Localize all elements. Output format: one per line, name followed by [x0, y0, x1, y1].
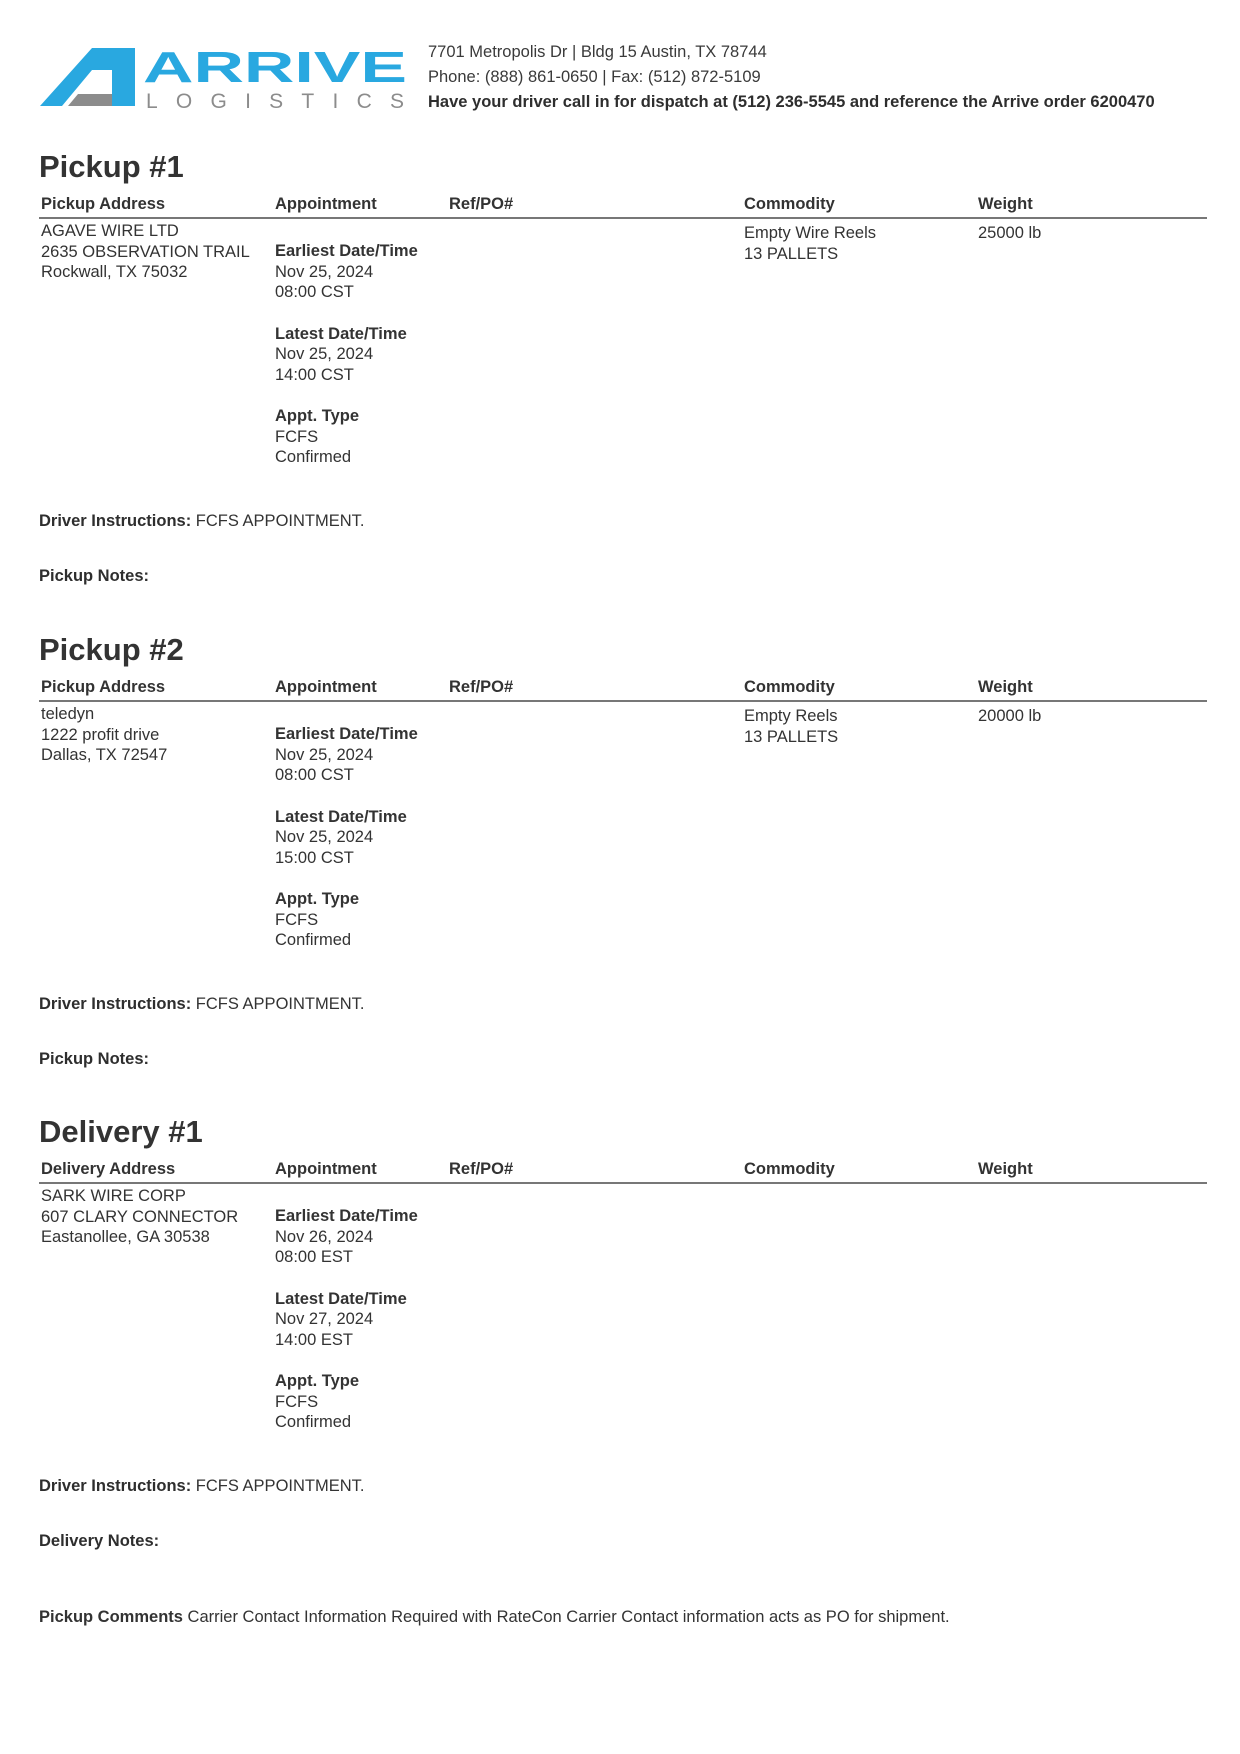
delivery-1-notes — [39, 1532, 159, 1551]
pickup-2-section — [39, 628, 1207, 1068]
pickup-1-appointment — [275, 241, 418, 489]
delivery-1-address — [41, 1186, 238, 1248]
latest-time: 14:00 CST — [275, 365, 354, 384]
pickup-1-section — [39, 145, 1207, 585]
earliest-label: Earliest Date/Time — [275, 1207, 418, 1225]
header-pickup-address: Pickup Address — [41, 195, 166, 213]
earliest-date: Nov 25, 2024 — [275, 262, 374, 281]
appt-type-label: Appt. Type — [275, 890, 360, 908]
pickup-1-details — [39, 219, 1207, 469]
company-address: 7701 Metropolis Dr | Bldg 15 Austin, TX 78744 — [428, 43, 767, 61]
arrive-logistics-logo — [40, 46, 410, 112]
latest-label: Latest Date/Time — [275, 324, 407, 343]
logo-sub: LOGISTICS — [146, 90, 404, 112]
header-appointment: Appointment — [275, 1160, 377, 1178]
earliest-time: 08:00 CST — [275, 766, 354, 784]
company-phone: Phone: (888) 861-0650 | Fax: (512) 872-5109 — [428, 68, 761, 86]
delivery-1-driver-instructions — [39, 1477, 364, 1496]
instructions-text: FCFS APPOINTMENT. — [195, 512, 365, 530]
pickup-1-title: Pickup #1 — [39, 149, 184, 184]
address-name: AGAVE WIRE LTD — [41, 222, 179, 240]
appt-type-value: FCFS — [275, 427, 319, 446]
pickup-1-notes — [39, 567, 149, 586]
header-commodity: Commodity — [744, 678, 835, 696]
header-ref-po: Ref/PO# — [449, 678, 514, 696]
instructions-label: Driver Instructions: — [39, 512, 192, 530]
delivery-1-title: Delivery #1 — [39, 1114, 203, 1149]
pickup-1-address — [41, 221, 250, 283]
address-city: Dallas, TX 72547 — [41, 746, 168, 764]
pickup-2-driver-instructions — [39, 995, 364, 1014]
address-name: teledyn — [41, 705, 95, 723]
header-delivery-address: Delivery Address — [41, 1160, 176, 1178]
pickup-2-header-row — [39, 676, 1207, 702]
appt-status: Confirmed — [275, 448, 352, 466]
header-ref-po: Ref/PO# — [449, 1160, 514, 1178]
notes-label: Delivery Notes: — [39, 1532, 160, 1550]
address-street: 1222 profit drive — [41, 725, 160, 744]
appt-type-label: Appt. Type — [275, 1372, 360, 1390]
address-name: SARK WIRE CORP — [41, 1187, 186, 1205]
pickup-1-header-row — [39, 193, 1207, 219]
earliest-time: 08:00 CST — [275, 283, 354, 301]
address-city: Eastanollee, GA 30538 — [41, 1228, 210, 1246]
header-commodity: Commodity — [744, 195, 835, 213]
header-appointment: Appointment — [275, 678, 377, 696]
header-commodity: Commodity — [744, 1160, 835, 1178]
latest-date: Nov 25, 2024 — [275, 345, 374, 363]
delivery-1-header-row — [39, 1158, 1207, 1184]
commodity-qty: 13 PALLETS — [744, 727, 839, 746]
commodity-name: Empty Reels — [744, 707, 838, 725]
header-pickup-address: Pickup Address — [41, 678, 166, 696]
appt-status: Confirmed — [275, 931, 352, 949]
address-city: Rockwall, TX 75032 — [41, 263, 188, 281]
pickup-2-title: Pickup #2 — [39, 632, 184, 667]
appt-type-value: FCFS — [275, 910, 319, 929]
pickup-comments — [39, 1608, 950, 1627]
delivery-1-section — [39, 1110, 1207, 1550]
latest-label: Latest Date/Time — [275, 807, 407, 826]
latest-label: Latest Date/Time — [275, 1289, 407, 1308]
pickup-2-notes — [39, 1050, 149, 1069]
commodity-qty: 13 PALLETS — [744, 244, 839, 263]
earliest-date: Nov 25, 2024 — [275, 745, 374, 764]
earliest-date: Nov 26, 2024 — [275, 1227, 374, 1246]
commodity-name: Empty Wire Reels — [744, 224, 877, 242]
pickup-2-commodity — [744, 706, 838, 747]
latest-date: Nov 27, 2024 — [275, 1310, 374, 1328]
instructions-label: Driver Instructions: — [39, 1477, 192, 1495]
pickup-comments-label: Pickup Comments — [39, 1608, 183, 1626]
header-appointment: Appointment — [275, 195, 377, 213]
pickup-2-details — [39, 702, 1207, 952]
delivery-1-details — [39, 1184, 1207, 1434]
logo-word: ARRIVE — [143, 46, 407, 92]
notes-label: Pickup Notes: — [39, 567, 150, 585]
notes-label: Pickup Notes: — [39, 1050, 150, 1068]
pickup-2-address — [41, 704, 167, 766]
latest-time: 14:00 EST — [275, 1330, 353, 1349]
pickup-2-appointment — [275, 724, 418, 972]
pickup-1-weight: 25000 lb — [978, 224, 1042, 242]
appt-status: Confirmed — [275, 1413, 352, 1431]
header-weight: Weight — [978, 678, 1033, 696]
company-info — [428, 40, 1155, 115]
pickup-1-driver-instructions — [39, 512, 364, 531]
pickup-2-weight: 20000 lb — [978, 707, 1042, 725]
header-weight: Weight — [978, 1160, 1033, 1178]
earliest-time: 08:00 EST — [275, 1248, 353, 1266]
earliest-label: Earliest Date/Time — [275, 725, 418, 743]
appt-type-label: Appt. Type — [275, 407, 360, 425]
instructions-text: FCFS APPOINTMENT. — [195, 1477, 365, 1495]
header-ref-po: Ref/PO# — [449, 195, 514, 213]
pickup-comments-text: Carrier Contact Information Required with RateCon Carrier Contact information acts as PO for shipment. — [187, 1608, 950, 1626]
dispatch-instructions: Have your driver call in for dispatch at (512) 236-5545 and reference the Arrive order 6200470 — [428, 93, 1155, 111]
address-street: 607 CLARY CONNECTOR — [41, 1207, 239, 1226]
delivery-1-appointment — [275, 1206, 418, 1454]
pickup-1-commodity — [744, 223, 876, 264]
latest-time: 15:00 CST — [275, 848, 354, 867]
appt-type-value: FCFS — [275, 1392, 319, 1411]
instructions-text: FCFS APPOINTMENT. — [195, 995, 365, 1013]
address-street: 2635 OBSERVATION TRAIL — [41, 242, 250, 261]
earliest-label: Earliest Date/Time — [275, 242, 418, 260]
latest-date: Nov 25, 2024 — [275, 828, 374, 846]
instructions-label: Driver Instructions: — [39, 995, 192, 1013]
header-weight: Weight — [978, 195, 1033, 213]
